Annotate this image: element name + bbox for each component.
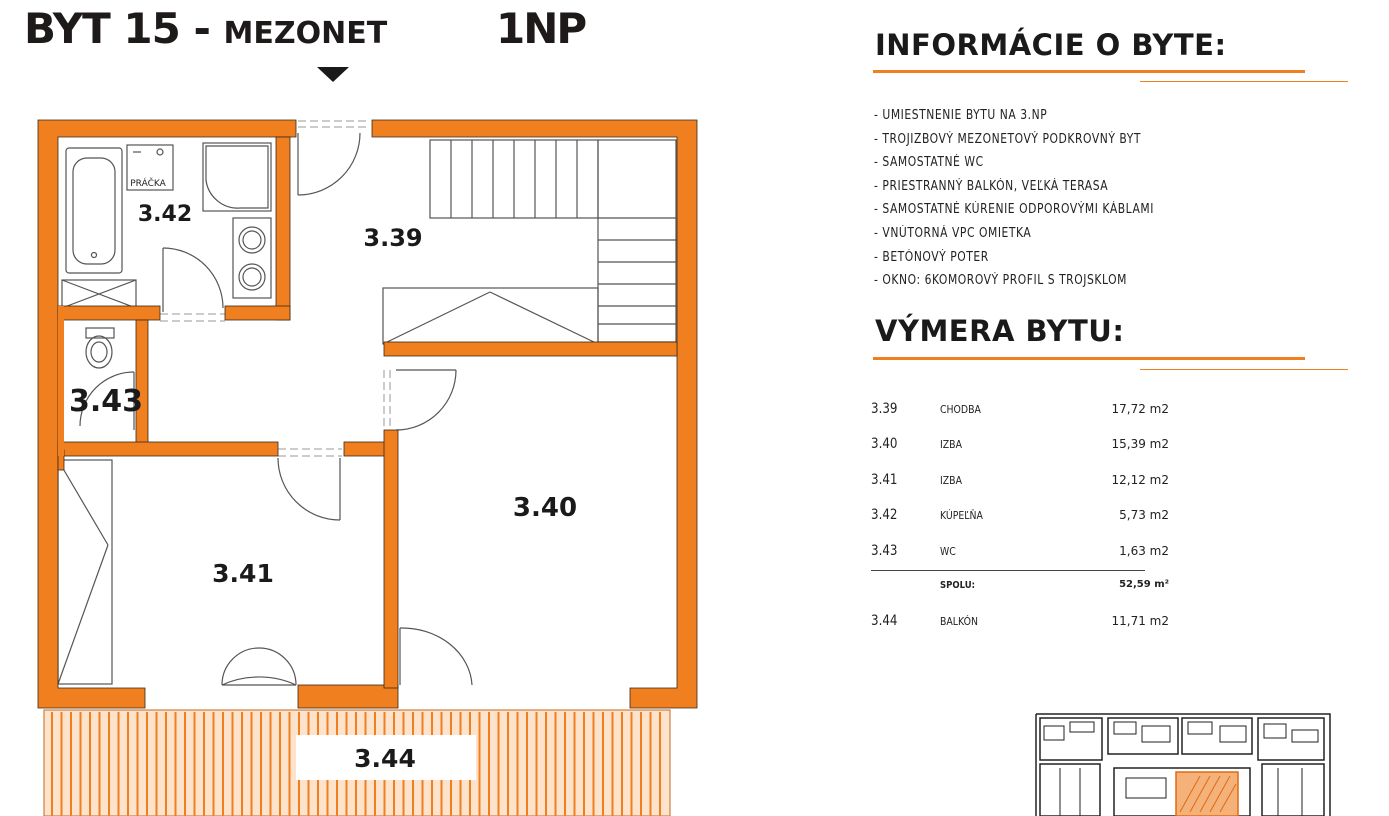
features-list <box>874 104 1178 293</box>
room-label-343: 3.43 <box>68 384 144 419</box>
wall-segment <box>58 306 64 456</box>
floor-label: 1NP <box>496 4 586 53</box>
building-key-plan <box>1030 712 1335 816</box>
room-name: IZBA <box>940 438 962 452</box>
table-row <box>871 536 1191 571</box>
total-area: 52,59 m² <box>1119 578 1169 590</box>
room-name: CHODBA <box>940 403 981 416</box>
total-label: SPOLU: <box>940 579 975 591</box>
area-table <box>871 394 1191 642</box>
room-area: 15,39 m2 <box>1111 437 1169 452</box>
title-sub: MEZONET <box>223 16 388 51</box>
window-openings <box>160 121 390 456</box>
feature-item: - PRIESTRANNÝ BALKÓN, VEĽKÁ TERASA <box>874 178 1109 194</box>
room-label-344: 3.44 <box>354 744 416 773</box>
room-name: WC <box>940 544 956 558</box>
room-number: 3.39 <box>871 401 898 417</box>
area-heading: VÝMERA BYTU: <box>875 314 1125 348</box>
room-number: 3.41 <box>871 471 898 488</box>
table-row <box>871 465 1191 500</box>
feature-item: - BETÓNOVÝ POTER <box>874 249 989 265</box>
title-main: BYT 15 - <box>24 4 224 53</box>
washer-label: PRÁČKA <box>130 179 166 189</box>
room-area: 12,12 m2 <box>1111 472 1169 487</box>
feature-item: - VNÚTORNÁ VPC OMIETKA <box>874 225 1032 241</box>
feature-item: - SAMOSTATNÉ KÚRENIE ODPOROVÝMI KÁBLAMI <box>874 202 1154 218</box>
balcony-row <box>871 606 1191 641</box>
room-area: 5,73 m2 <box>1119 508 1169 523</box>
room-label-339: 3.39 <box>363 224 423 252</box>
room-label-341: 3.41 <box>212 559 274 588</box>
total-row <box>871 571 1191 606</box>
room-number: 3.40 <box>871 436 898 453</box>
room-number: 3.42 <box>871 507 898 524</box>
room-area: 11,71 m2 <box>1111 614 1169 629</box>
apartment-highlight <box>1176 772 1238 816</box>
room-area: 1,63 m2 <box>1119 543 1169 558</box>
info-heading-rule <box>873 70 1305 73</box>
room-name: IZBA <box>940 473 962 487</box>
room-number: 3.43 <box>871 542 898 559</box>
table-row <box>871 429 1191 464</box>
room-number: 3.44 <box>871 613 898 630</box>
room-name: BALKÓN <box>940 615 978 629</box>
feature-item: - UMIESTNENIE BYTU NA 3.NP <box>874 108 1048 123</box>
room-label-342: 3.42 <box>137 202 193 227</box>
feature-item: - TROJIZBOVÝ MEZONETOVÝ PODKROVNÝ BYT <box>874 131 1141 147</box>
info-heading: INFORMÁCIE O BYTE: <box>875 28 1227 62</box>
feature-item: - SAMOSTATNÉ WC <box>874 155 984 171</box>
room-name: KÚPEĽŇA <box>940 509 983 523</box>
room-area: 17,72 m2 <box>1111 402 1169 416</box>
table-row <box>871 394 1191 429</box>
room-label-340: 3.40 <box>512 493 578 523</box>
table-row <box>871 500 1191 535</box>
area-heading-rule <box>873 357 1305 360</box>
table-divider <box>871 570 1145 571</box>
feature-item: - OKNO: 6KOMOROVÝ PROFIL S TROJSKLOM <box>874 273 1127 289</box>
info-heading-rule-accent <box>1140 81 1348 82</box>
area-heading-rule-accent <box>1140 369 1348 370</box>
